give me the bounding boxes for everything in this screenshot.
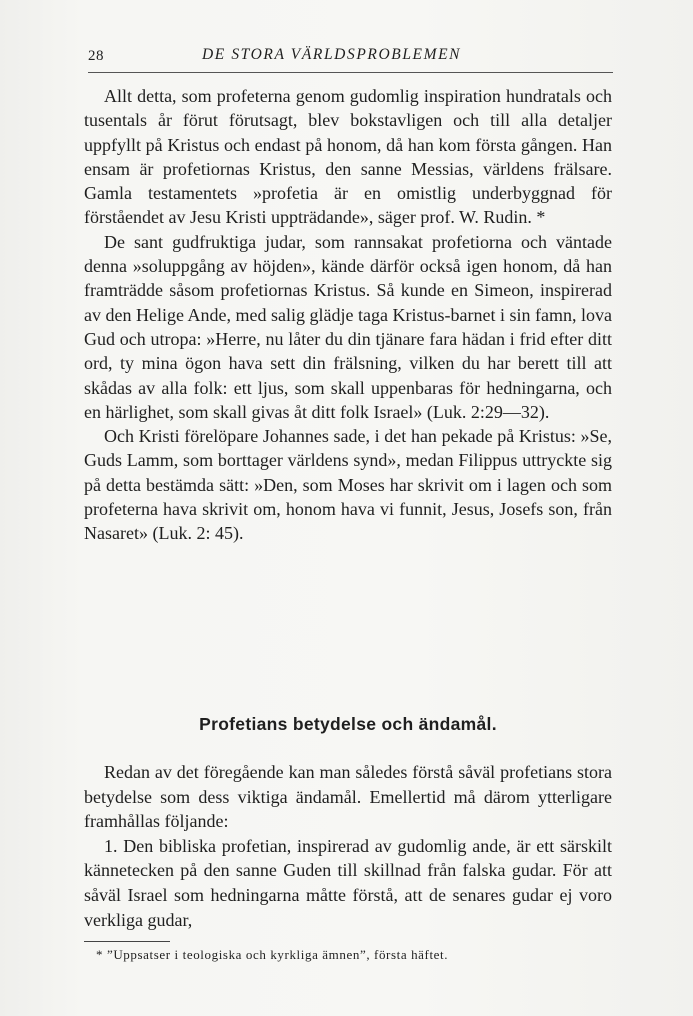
section-body-text (84, 760, 612, 932)
paragraph: 1. Den bibliska profetian, inspirerad av gudomlig ande, är ett särskilt kännetecken på den sanne Guden till skillnad från falska gudar. För att såväl Israel som hedningarna måtte förstå, att de senares gudar ej voro verkliga gudar, (84, 835, 612, 930)
page-header (88, 40, 608, 70)
body-text (84, 84, 612, 546)
header-rule (88, 72, 613, 73)
footnote: * ”Uppsatser i teologiska och kyrkliga ämnen”, första häftet. (96, 947, 449, 962)
paragraph: Och Kristi förelöpare Johannes sade, i det han pekade på Kristus: »Se, Guds Lamm, som borttager världens synd», medan Filippus uttryckte sig på detta bestämda sätt: »Den, som Moses har skrivit om i lagen och som profeterna hava skrivit om, honom hava vi funnit, Jesus, Josefs son, från Nasaret» (Luk. 2: 45). (84, 426, 612, 544)
footnote-rule (84, 941, 170, 942)
paragraph: De sant gudfruktiga judar, som rannsakat profetiorna och väntade denna »soluppgång av höjden», kände därför också igen honom, då han framträdde såsom profetiornas Kristus. Så kunde en Simeon, inspirerad av den Helige Ande, med salig glädje taga Kristus-barnet i sin famn, lova Gud och utropa: »Herre, nu låter du din tjänare fara hädan i frid efter ditt ord, ty mina ögon hava sett din frälsning, vilken du har berett till att skådas av alla folk: ett ljus, som skall uppenbaras för hedningarna, och en härlighet, som skall givas åt ditt folk Israel» (Luk. 2:29—32). (84, 231, 612, 422)
paragraph: Redan av det föregående kan man således förstå såväl profetians stora betydelse som dess viktiga ändamål. Emellertid må därom ytterligare framhållas följande: (84, 762, 612, 832)
paragraph: Allt detta, som profeterna genom gudomlig inspiration hundratals och tusentals år förut förutsagt, blev bokstavligen och till alla detaljer uppfyllt på Kristus och endast på honom, då han kom första gången. Han ensam är profetiornas Kristus, den sanne Messias, världens frälsare. Gamla testamentets »profetia är en omistlig underbyggnad för förståendet av Jesu Kristi uppträdande», säger prof. W. Rudin. * (84, 86, 612, 228)
running-title: DE STORA VÄRLDSPROBLEMEN (202, 46, 462, 63)
section-heading: Profetians betydelse och ändamål. (199, 714, 497, 734)
page-number: 28 (88, 48, 104, 64)
